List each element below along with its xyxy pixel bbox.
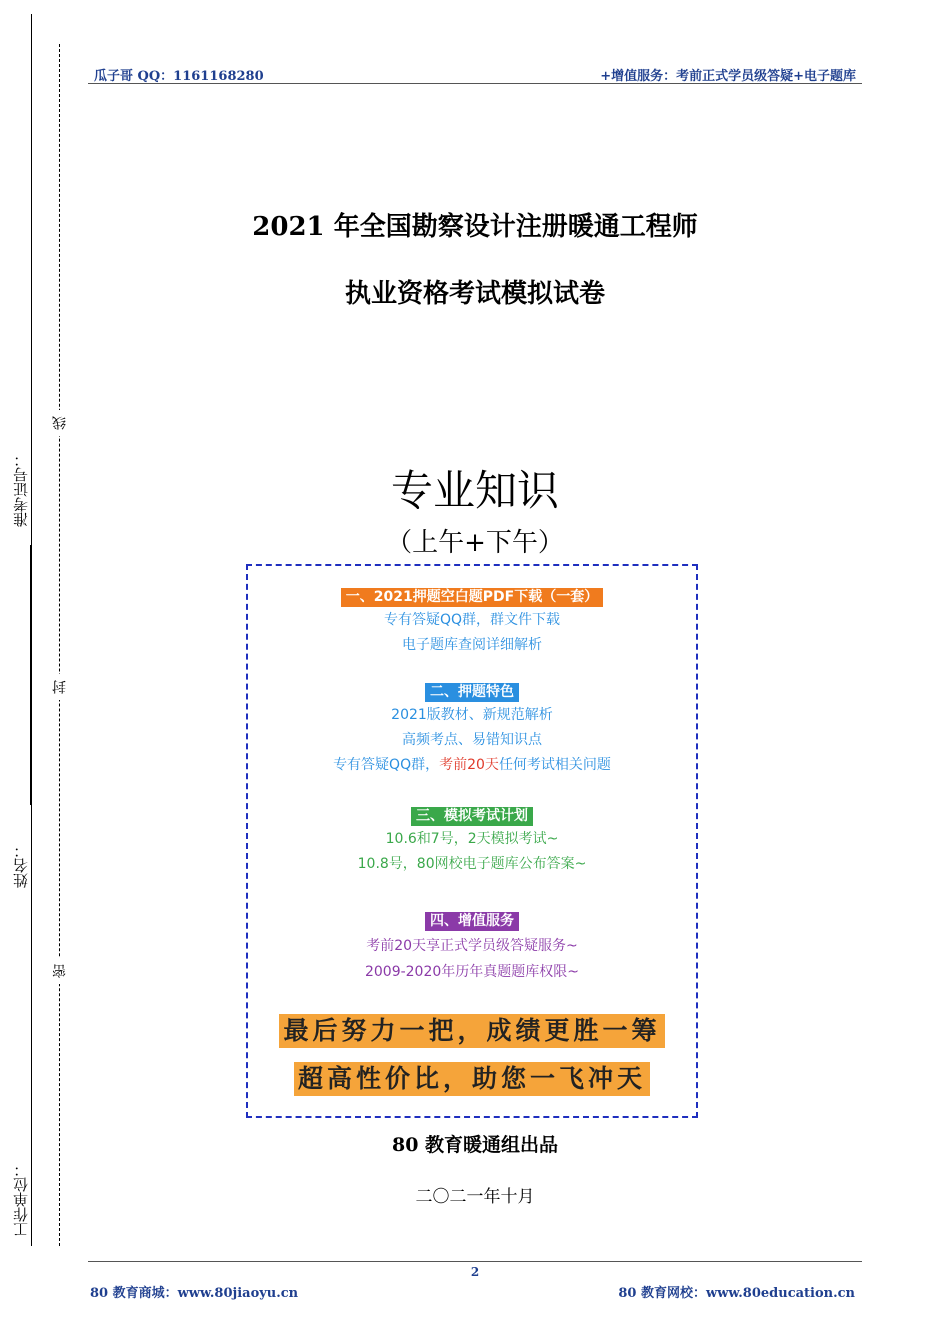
slogan-1: 最后努力一把，成绩更胜一筹 xyxy=(248,1014,696,1048)
section1-line: 专有答疑QQ群，群文件下载 xyxy=(383,612,561,628)
section3-line: 10.6和7号，2天模拟考试~ xyxy=(385,831,559,847)
promo-box xyxy=(246,564,698,1118)
footer-rule xyxy=(88,1261,862,1262)
section1-line: 电子题库查阅详细解析 xyxy=(402,637,542,653)
section1-head: 一、2021押题空白题PDF下载（一套） xyxy=(248,586,696,607)
session-subtitle: （上午+下午） xyxy=(386,528,564,558)
publish-date: 二〇二一年十月 xyxy=(415,1187,535,1207)
footer-right: 80 教育网校：www.80education.cn xyxy=(618,1286,855,1301)
section4-head: 四、增值服务 xyxy=(248,910,696,931)
exam-id-label: 准考证号： xyxy=(12,452,30,528)
exam-id-blank xyxy=(30,545,32,805)
header-right: +增值服务：考前正式学员级答疑+电子题库 xyxy=(600,69,856,84)
highlight-20-days: 考前20天 xyxy=(439,757,499,773)
section2-line: 2021版教材、新规范解析 xyxy=(391,707,553,723)
seal-mark-line: 线 xyxy=(51,410,69,436)
publisher: 80 教育暖通组出品 xyxy=(391,1134,559,1156)
page-number: 2 xyxy=(470,1265,480,1279)
section3-head: 三、模拟考试计划 xyxy=(248,805,696,826)
section3-line: 10.8号，80网校电子题库公布答案~ xyxy=(357,856,587,872)
section2-line: 高频考点、易错知识点 xyxy=(402,732,542,748)
section4-line: 考前20天享正式学员级答疑服务~ xyxy=(366,938,578,954)
seal-mark-secret: 密 xyxy=(51,958,69,984)
section2-line: 专有答疑QQ群，考前20天任何考试相关问题 xyxy=(333,757,611,773)
section2-head: 二、押题特色 xyxy=(248,681,696,702)
slogan-2: 超高性价比，助您一飞冲天 xyxy=(248,1062,696,1096)
name-label: 姓名： xyxy=(12,843,30,889)
footer-left: 80 教育商城：www.80jiaoyu.cn xyxy=(90,1286,299,1301)
title-line2: 执业资格考试模拟试卷 xyxy=(344,279,605,309)
header-left: 瓜子哥 QQ：1161168280 xyxy=(94,69,264,84)
subject-title: 专业知识 xyxy=(390,466,559,515)
title-line1: 2021 年全国勘察设计注册暖通工程师 xyxy=(252,212,698,242)
section4-line: 2009-2020年历年真题题库权限~ xyxy=(364,964,580,980)
work-unit-label: 工作单位： xyxy=(12,1162,30,1238)
seal-mark-seal: 封 xyxy=(51,674,69,700)
header-rule xyxy=(88,83,862,84)
binding-dashed-line xyxy=(59,44,60,1246)
